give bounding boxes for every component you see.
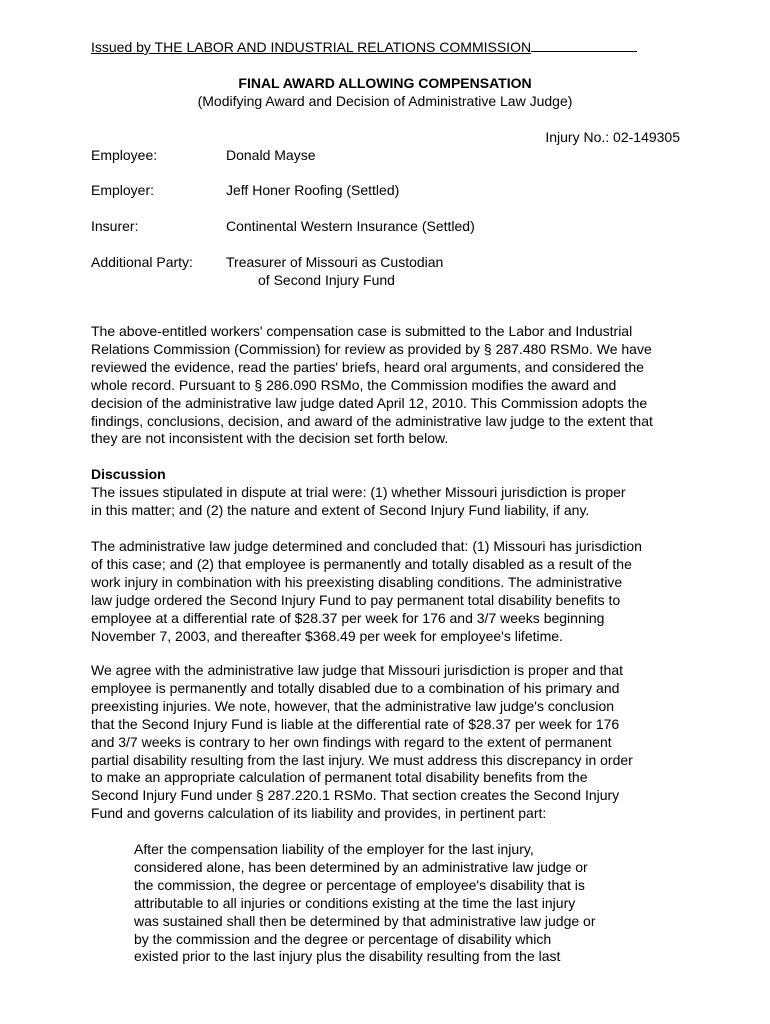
agree-paragraph — [91, 662, 711, 823]
text-line: whole record. Pursuant to § 286.090 RSMo, the Commission modifies the award and — [91, 376, 617, 393]
text-line: partial disability resulting from the last injury. We must address this discrepancy in order — [91, 751, 633, 768]
discussion-heading: Discussion — [91, 466, 166, 482]
party-label: Employee: — [91, 147, 158, 163]
text-line: by the commission and the degree or percentage of disability which — [134, 930, 552, 947]
party-value-continued: of Second Injury Fund — [258, 272, 395, 288]
text-line: of this case; and (2) that employee is permanently and totally disabled as a result of the — [91, 555, 632, 572]
text-line: and 3/7 weeks is contrary to her own findings with regard to the extent of permanent — [91, 733, 612, 750]
text-line: Fund and governs calculation of its liability and provides, in pertinent part: — [91, 805, 547, 822]
party-value: Continental Western Insurance (Settled) — [226, 218, 475, 234]
text-line: that the Second Injury Fund is liable at the differential rate of $28.37 per week for 176 — [91, 715, 620, 732]
text-line: employee at a differential rate of $28.37 per week for 176 and 3/7 weeks beginning — [91, 609, 605, 626]
text-line: to make an appropriate calculation of permanent total disability benefits from the — [91, 769, 588, 786]
text-line: The above-entitled workers' compensation case is submitted to the Labor and Industrial — [91, 323, 633, 339]
statute-quote — [134, 841, 654, 966]
document-subtitle: (Modifying Award and Decision of Administrative Law Judge) — [197, 93, 573, 109]
text-line: attributable to all injuries or conditions existing at the time the last injury — [134, 894, 576, 911]
text-line: the commission, the degree or percentage of employee's disability that is — [134, 876, 585, 893]
text-line: findings, conclusions, decision, and award of the administrative law judge to the extent that — [91, 412, 653, 429]
text-line: considered alone, has been determined by an administrative law judge or — [134, 858, 588, 875]
alj-paragraph — [91, 538, 711, 645]
text-line: employee is permanently and totally disabled due to a combination of his primary and — [91, 679, 620, 696]
intro-paragraph — [91, 323, 711, 448]
party-label: Additional Party: — [91, 254, 193, 270]
text-line: Second Injury Fund under § 287.220.1 RSMo. That section creates the Second Injury — [91, 787, 620, 804]
issuer-text: Issued by THE LABOR AND INDUSTRIAL RELATIONS COMMISSION — [91, 39, 532, 55]
party-value: Treasurer of Missouri as Custodian — [226, 254, 444, 270]
text-line: law judge ordered the Second Injury Fund to pay permanent total disability benefits to — [91, 591, 621, 608]
text-line: they are not inconsistent with the decision set forth below. — [91, 430, 449, 447]
text-line: work injury in combination with his preexisting disabling conditions. The administrative — [91, 573, 623, 590]
text-line: in this matter; and (2) the nature and extent of Second Injury Fund liability, if any. — [91, 501, 590, 518]
party-label: Employer: — [91, 182, 155, 198]
text-line: The issues stipulated in dispute at trial were: (1) whether Missouri jurisdiction is proper — [91, 483, 626, 500]
text-line: reviewed the evidence, read the parties' briefs, heard oral arguments, and considered the — [91, 358, 644, 375]
party-value: Donald Mayse — [226, 147, 316, 163]
party-label: Insurer: — [91, 218, 139, 234]
text-line: existed prior to the last injury plus the disability resulting from the last — [134, 948, 561, 965]
text-line: We agree with the administrative law judge that Missouri jurisdiction is proper and that — [91, 662, 623, 678]
text-line: November 7, 2003, and thereafter $368.49 per week for employee's lifetime. — [91, 627, 563, 644]
party-value: Jeff Honer Roofing (Settled) — [226, 182, 400, 198]
text-line: Relations Commission (Commission) for review as provided by § 287.480 RSMo. We have — [91, 340, 652, 357]
text-line: preexisting injuries. We note, however, that the administrative law judge's conclusion — [91, 697, 615, 714]
injury-number: Injury No.: 02-149305 — [545, 129, 680, 145]
issuer-line — [91, 38, 637, 56]
text-line: decision of the administrative law judge dated April 12, 2010. This Commission adopts the — [91, 394, 648, 411]
text-line: was sustained shall then be determined by that administrative law judge or — [134, 912, 596, 929]
issuer-underline-rule — [531, 38, 637, 52]
text-line: The administrative law judge determined and concluded that: (1) Missouri has jurisdiction — [91, 538, 642, 554]
text-line: After the compensation liability of the employer for the last injury, — [134, 841, 534, 857]
document-title: FINAL AWARD ALLOWING COMPENSATION — [238, 75, 532, 91]
discussion-section — [91, 466, 711, 520]
